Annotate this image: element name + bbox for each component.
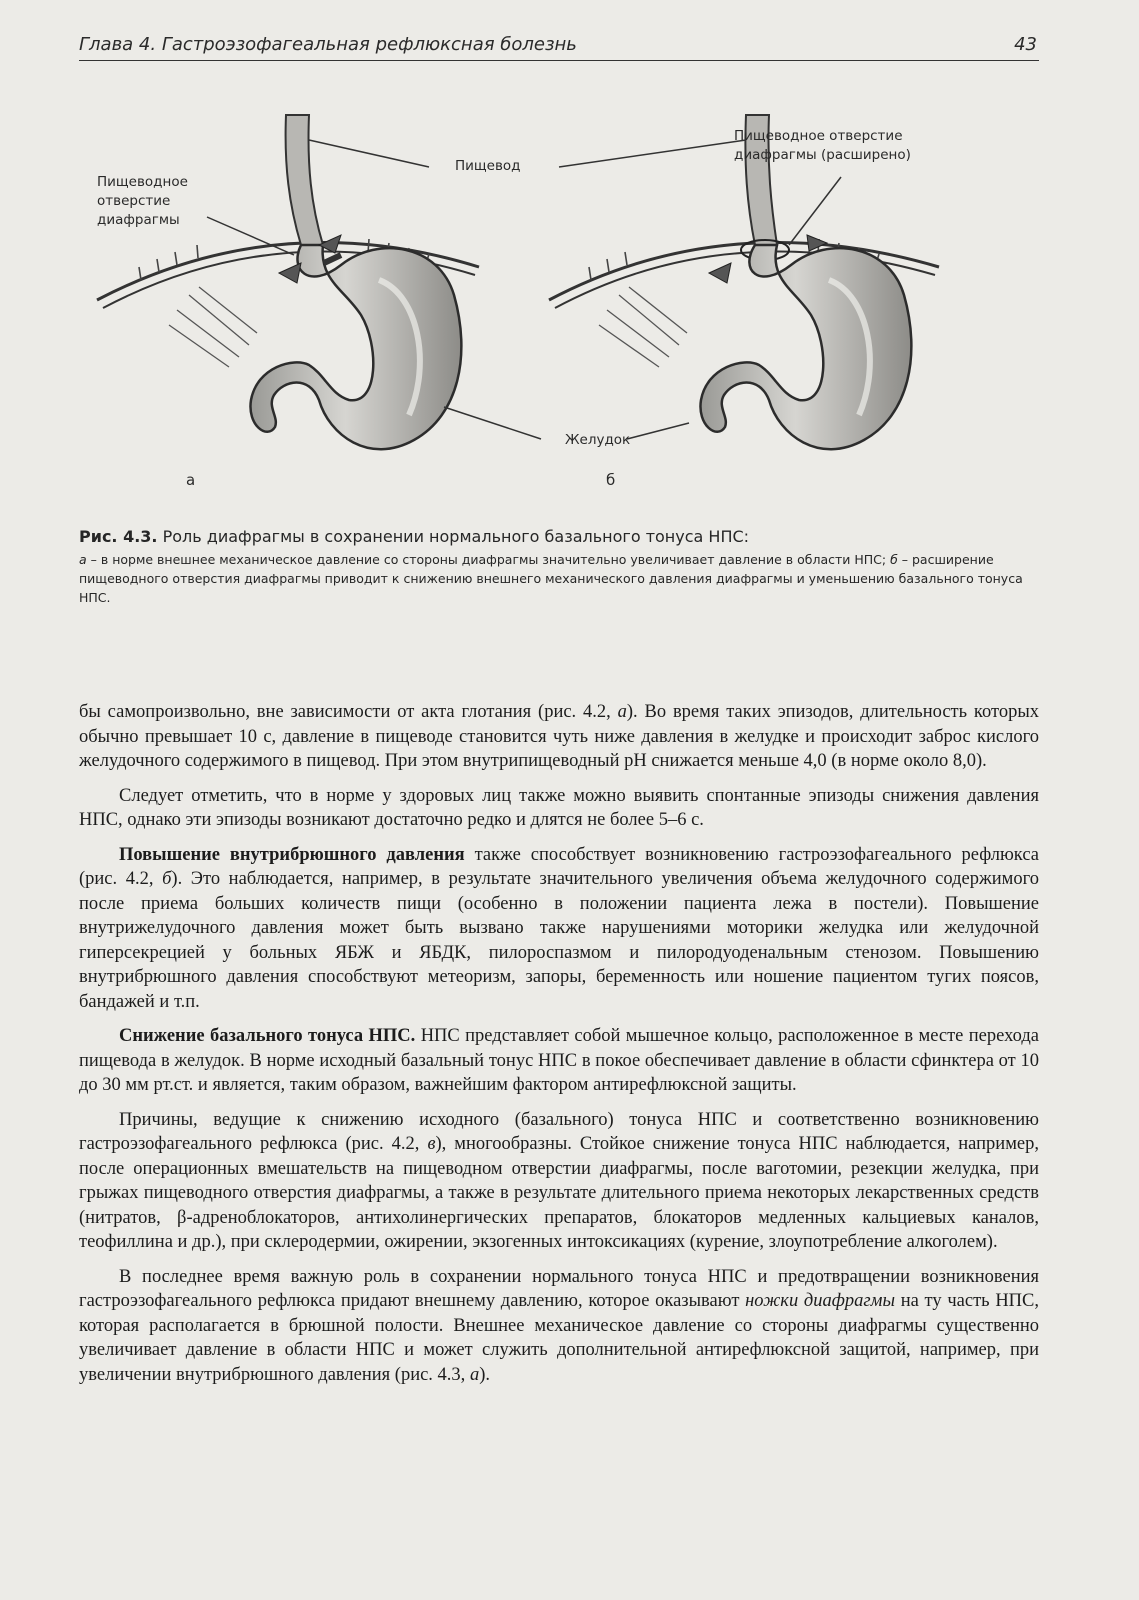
paragraph-4-text: НПС представляет собой мышечное кольцо, расположенное в месте перехода пищевода в желудок. В норме исходный базальный тонус НПС в покое обеспечивает давление в области сфинктера от 10 до 30 мм рт.ст. и является, таким образом, важнейшим фактором антирефлюксной защиты. [79, 1026, 1039, 1095]
paragraph-5-text-end: ), многообразны. Стойкое снижение тонуса НПС наблюдается, например, после операционных вмешательств на пищеводном отверстии диафрагмы, после ваготомии, резекции желудка, при грыжах пищеводного отверстия диафрагмы, а также в результате длительного приема некоторых лекарственных средств (нитратов, β-адреноблокаторов, антихолинергических препаратов, блокаторов медленных кальциевых каналов, теофиллина и др.), при склеродермии, ожирении, экзогенных интоксикациях (курение, злоупотребление алкоголем). [79, 1134, 1039, 1252]
paragraph-6-italic-2: а [469, 1364, 480, 1385]
paragraph-1 [79, 700, 1039, 774]
paragraph-1-italic: а [617, 702, 627, 722]
paragraph-3-text: также способствует возникновению гастроэзофагеального рефлюкса (рис. 4.2, [79, 844, 1039, 889]
running-header [79, 32, 1039, 61]
paragraph-3-text-end: ). Это наблюдается, например, в результате значительного увеличения объема желудочного содержимого после приема больших количеств пищи (особенно в положении пациента лежа в постели). Повышение внутрижелудочного давления может быть вызвано также нарушениями моторики желудка или желудочной гиперсекрецией у больных ЯБЖ и ЯБДК, пилороспазмом и пилородуоденальным стенозом. Повышению внутрибрюшного давления способствуют метеоризм, запоры, беременность или ношение пациентом тугих поясов, бандажей и т.п. [79, 869, 1039, 1012]
paragraph-1-text: бы самопроизвольно, вне зависимости от акта глотания (рис. 4.2, [79, 702, 618, 722]
paragraph-6-text-mid: на ту часть НПС, которая располагается в брюшной полости. Внешнее механическое давление со стороны диафрагмы существенно увеличивает давление в области НПС и может служить дополнительной антирефлюксной защитой, например, при увеличении внутрибрюшного давления (рис. 4.3, [79, 1291, 1039, 1385]
leader-hiatus-b [789, 177, 841, 245]
stomach-b [700, 245, 911, 449]
caption-text-b: – расширение пищеводного отверстия диафрагмы приводит к снижению внешнего механического давления диафрагмы и уменьшению базального тонуса НПС. [79, 552, 1023, 605]
label-hiatus-normal: Пищеводное отверстие диафрагмы [97, 174, 188, 228]
paragraph-5-text: Причины, ведущие к снижению исходного (базального) тонуса НПС и соответственно возникновению гастроэзофагеального рефлюкса (рис. 4.2, [79, 1109, 1039, 1154]
esophagus-a [286, 115, 323, 245]
caption-number: Рис. 4.3. [79, 527, 158, 546]
panel-label-b: б [606, 471, 616, 489]
paragraph-6-text: В последнее время важную роль в сохранении нормального тонуса НПС и предотвращении возникновения гастроэзофагеального рефлюкса придают внешнему давлению, которое оказывают [79, 1266, 1039, 1311]
figure-caption [79, 526, 1039, 607]
paragraph-6 [79, 1265, 1039, 1388]
caption-mark-a: а [79, 552, 87, 567]
caption-title-text: Роль диафрагмы в сохранении нормального базального тонуса НПС: [162, 527, 750, 546]
label-stomach: Желудок [565, 432, 631, 448]
paragraph-4-heading: Снижение базального тонуса НПС. [119, 1026, 416, 1046]
leader-stomach-b [627, 423, 689, 439]
body-text [79, 700, 1039, 1397]
label-esophagus: Пищевод [455, 158, 521, 174]
stomach-a [250, 245, 461, 449]
paragraph-6-italic: ножки диафрагмы [745, 1291, 895, 1311]
paragraph-3 [79, 843, 1039, 1015]
paragraph-5 [79, 1108, 1039, 1255]
leader-esophagus-b [559, 140, 746, 167]
paragraph-3-italic: б [162, 869, 172, 889]
label-hiatus-widened: Пищеводное отверстие диафрагмы (расширено) [734, 128, 911, 163]
paragraph-5-italic: в [427, 1134, 436, 1154]
caption-text-a: – в норме внешнее механическое давление со стороны диафрагмы значительно увеличивает давление в области НПС; [86, 552, 891, 567]
figure-4-3 [79, 95, 1039, 515]
paragraph-1-text-end: ). Во время таких эпизодов, длительность которых обычно превышает 10 с, давление в пищеводе становится чуть ниже давления в желудке и происходит заброс кислого желудочного содержимого в пищевод. При этом внутрипищеводный pH снижается меньше 4,0 (в норме около 8,0). [79, 702, 1039, 771]
caption-mark-b: б [890, 552, 898, 567]
caption-title [79, 526, 1039, 548]
panel-b-drawing [549, 115, 939, 449]
paragraph-6-text-end: ). [479, 1364, 490, 1385]
chapter-title: Глава 4. Гастроэзофагеальная рефлюксная болезнь [79, 34, 577, 55]
paragraph-2: Следует отметить, что в норме у здоровых лиц также можно выявить спонтанные эпизоды снижения давления НПС, однако эти эпизоды возникают достаточно редко и длятся не более 5–6 с. [79, 785, 1039, 830]
leader-esophagus-a [309, 140, 429, 167]
page-number: 43 [1014, 34, 1037, 55]
caption-body [79, 550, 1039, 607]
paragraph-4 [79, 1024, 1039, 1098]
leader-stomach-a [444, 407, 541, 439]
paragraph-3-heading: Повышение внутрибрюшного давления [119, 844, 465, 865]
panel-label-a: а [186, 471, 196, 489]
